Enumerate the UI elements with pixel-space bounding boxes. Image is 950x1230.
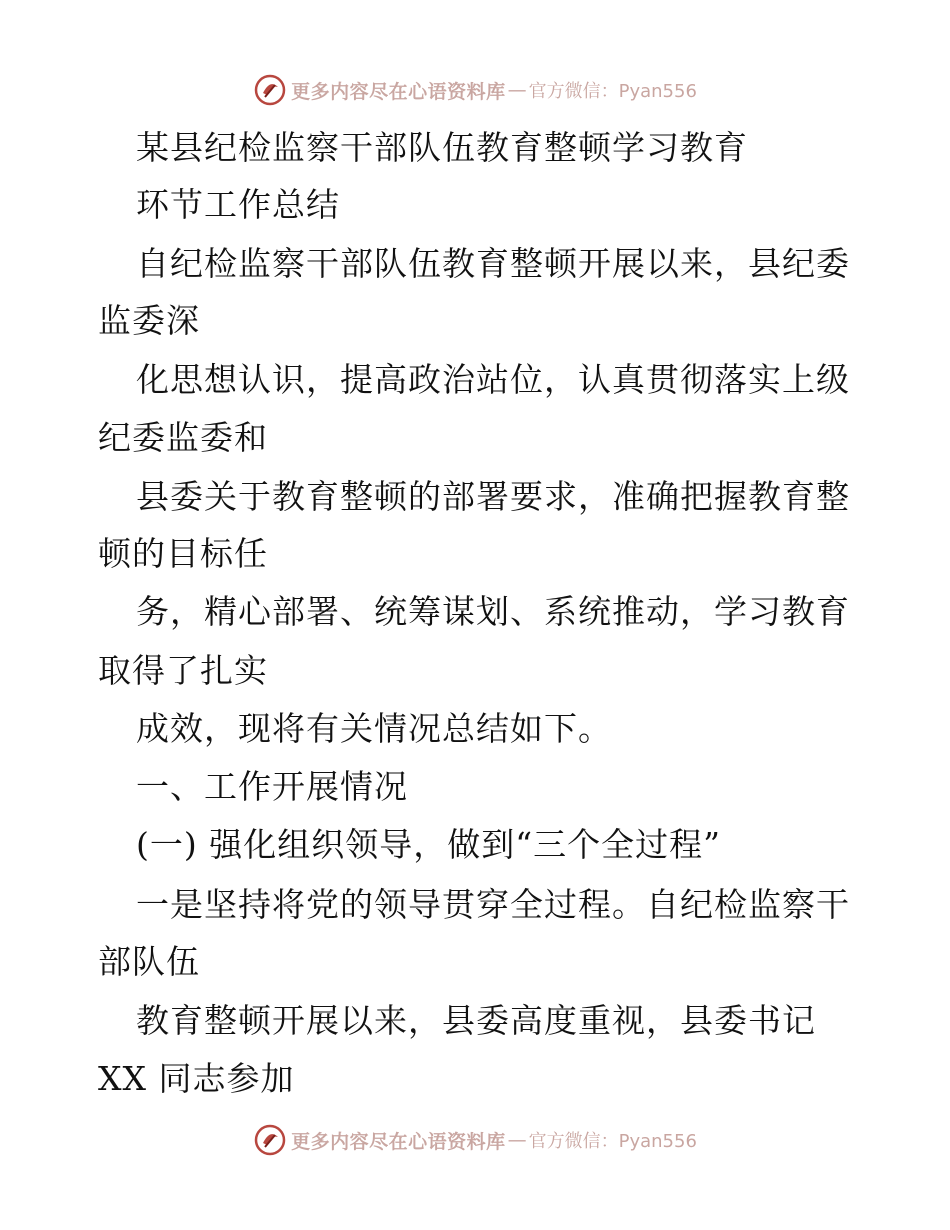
footer-watermark-banner xyxy=(0,1120,950,1160)
section-heading: 一、工作开展情况 xyxy=(136,767,408,806)
paragraph-line: 部队伍 xyxy=(98,942,200,981)
rose-logo-icon xyxy=(253,1123,287,1157)
subsection-heading: (一) 强化组织领导，做到“三个全过程” xyxy=(136,825,721,864)
paragraph-line: 县委关于教育整顿的部署要求，准确把握教育整 xyxy=(136,477,850,516)
document-title-line-2: 环节工作总结 xyxy=(136,185,340,224)
document-title-line-1: 某县纪检监察干部队伍教育整顿学习教育 xyxy=(136,128,748,167)
banner-main-text: 更多内容尽在心语资料库 xyxy=(291,80,506,103)
paragraph-line: 顿的目标任 xyxy=(98,534,268,573)
banner-wechat-text: 官方微信：Pyan556 xyxy=(528,1131,697,1152)
paragraph-line: 成效，现将有关情况总结如下。 xyxy=(136,709,612,748)
paragraph-line: 监委深 xyxy=(98,301,200,340)
banner-main-text: 更多内容尽在心语资料库 xyxy=(291,1130,506,1153)
paragraph-line: 一是坚持将党的领导贯穿全过程。自纪检监察干 xyxy=(136,885,850,924)
banner-wechat-text: 官方微信：Pyan556 xyxy=(528,81,697,102)
paragraph-line: 教育整顿开展以来，县委高度重视，县委书记 xyxy=(136,1001,816,1040)
paragraph-line: XX 同志参加 xyxy=(98,1059,295,1098)
paragraph-line: 自纪检监察干部队伍教育整顿开展以来，县纪委 xyxy=(136,244,850,283)
paragraph-line: 纪委监委和 xyxy=(98,418,268,457)
banner-separator: — xyxy=(507,79,527,101)
header-watermark-banner xyxy=(0,70,950,110)
rose-logo-icon xyxy=(253,73,287,107)
paragraph-line: 务，精心部署、统筹谋划、系统推动，学习教育 xyxy=(136,592,850,631)
paragraph-line: 化思想认识，提高政治站位，认真贯彻落实上级 xyxy=(136,360,850,399)
banner-separator: — xyxy=(507,1129,527,1151)
paragraph-line: 取得了扎实 xyxy=(98,651,268,690)
